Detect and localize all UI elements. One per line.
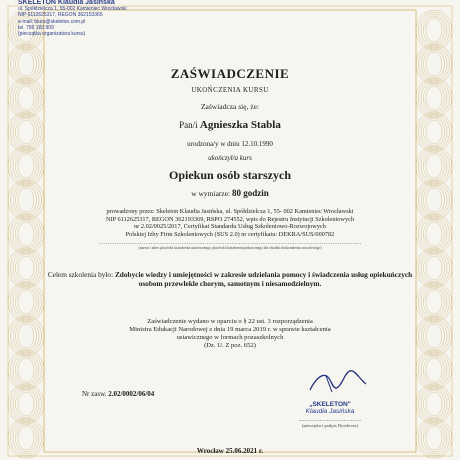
guilloche-ring xyxy=(421,150,447,182)
guilloche-ring xyxy=(421,286,447,318)
guilloche-ring xyxy=(419,114,450,150)
organizer-line: Polskiej Izby Firm Szkoleniowych (SUS 2.0) nr certyfikatu: DEKRA/SUS/000782 xyxy=(125,230,335,238)
hours-label: w wymiarze: xyxy=(191,189,231,198)
guilloche-ring xyxy=(419,420,450,456)
guilloche-ring xyxy=(421,48,447,80)
guilloche-ring xyxy=(18,86,34,110)
guilloche-ring xyxy=(424,186,445,214)
guilloche-ring xyxy=(419,182,450,218)
director-signature-block xyxy=(270,370,390,428)
director-name: Klaudia Jasińska xyxy=(305,408,355,415)
guilloche-ring xyxy=(424,254,445,282)
guilloche-ring xyxy=(13,82,39,114)
guilloche-ring xyxy=(426,188,442,212)
guilloche-ring xyxy=(16,50,37,78)
guilloche-ring xyxy=(16,390,37,418)
certify-text: Zaświadcza się, że: xyxy=(200,102,260,111)
born-date: 12.10.1990 xyxy=(241,140,273,148)
stamp-org-name: SKELETON Klaudia Jasińska xyxy=(18,0,115,6)
guilloche-ring xyxy=(16,220,37,248)
guilloche-ring xyxy=(13,48,39,80)
guilloche-ring xyxy=(424,322,445,350)
organizer-block xyxy=(44,208,416,238)
dotted-line: .................................................................................................................................................. xyxy=(98,240,362,246)
guilloche-ring xyxy=(424,220,445,248)
legal-basis xyxy=(48,318,412,350)
guilloche-ring xyxy=(13,150,39,182)
guilloche-ring xyxy=(419,352,450,388)
law-line: Zaświadczenie wydano w oparciu o § 22 ust. 3 rozporządzenia xyxy=(147,318,313,325)
guilloche-ring xyxy=(419,386,450,422)
person-row xyxy=(48,119,412,131)
guilloche-ring xyxy=(421,218,447,250)
guilloche-ring xyxy=(419,148,450,184)
guilloche-ring xyxy=(16,186,37,214)
guilloche-ring xyxy=(426,324,442,348)
hours-row xyxy=(48,188,412,198)
guilloche-ring xyxy=(18,358,34,382)
guilloche-ring xyxy=(11,352,42,388)
guilloche-ring xyxy=(11,318,42,354)
guilloche-ring xyxy=(419,46,450,82)
guilloche-ring xyxy=(13,388,39,420)
guilloche-ring xyxy=(11,182,42,218)
certificate-subtitle: UKOŃCZENIA KURSU xyxy=(191,86,269,94)
birth-row xyxy=(48,140,412,148)
guilloche-ring xyxy=(426,52,442,76)
guilloche-ring xyxy=(11,114,42,150)
guilloche-ring xyxy=(18,154,34,178)
salutation: Pan/i xyxy=(179,120,198,130)
stamp-caption: (pieczątka organizatora kursu) xyxy=(18,31,86,38)
hours-value: 80 godzin xyxy=(232,188,269,198)
place-date: Wrocław 25.06.2021 r. xyxy=(196,447,264,455)
guilloche-ring xyxy=(421,388,447,420)
guilloche-ring xyxy=(11,216,42,252)
stamp-nip-regon: NIP 6112625317, REGON 362153365 xyxy=(18,12,103,19)
stamp-email: e-mail: biuro@skeleton.com.pl xyxy=(18,18,86,25)
guilloche-ring xyxy=(18,52,34,76)
guilloche-ring xyxy=(419,250,450,286)
guilloche-ring xyxy=(424,16,445,44)
guilloche-ring xyxy=(13,422,39,454)
law-line: ustawicznego w formach pozaszkolnych xyxy=(176,334,284,341)
guilloche-ring xyxy=(18,426,34,450)
guilloche-ring xyxy=(13,116,39,148)
guilloche-ring xyxy=(426,86,442,110)
person-name: Agnieszka Stabla xyxy=(199,119,281,131)
law-line: Ministra Edukacji Narodowej z dnia 19 marca 2019 r. w sprawie kształcenia xyxy=(129,326,331,333)
course-name: Opiekun osób starszych xyxy=(168,168,292,182)
guilloche-ring xyxy=(13,218,39,250)
guilloche-ring xyxy=(421,184,447,216)
organizer-note: (nazwa i adres placówki kształcenia ustawicznego, placówki kształcenia praktycznego lub ośrodka doskonalenia zawodowego) xyxy=(138,246,322,250)
guilloche-ring xyxy=(16,118,37,146)
goal-paragraph xyxy=(40,270,420,288)
guilloche-ring xyxy=(419,318,450,354)
guilloche-ring xyxy=(424,84,445,112)
guilloche-ring xyxy=(426,120,442,144)
guilloche-ring xyxy=(16,288,37,316)
completed-text: ukończył/a kurs xyxy=(208,154,252,162)
reg-number: 2.02/0002/06/04 xyxy=(108,390,155,398)
guilloche-ring xyxy=(421,82,447,114)
guilloche-ring xyxy=(13,184,39,216)
guilloche-ring xyxy=(419,284,450,320)
guilloche-ring xyxy=(11,250,42,286)
guilloche-ring xyxy=(11,420,42,456)
guilloche-ring xyxy=(11,148,42,184)
director-stamp-name: „SKELETON" xyxy=(309,401,351,408)
guilloche-ring xyxy=(426,18,442,42)
guilloche-ring xyxy=(16,322,37,350)
guilloche-ring xyxy=(18,290,34,314)
stamp-phone: tel. 786 183 909 xyxy=(18,24,54,31)
law-line: (Dz. U. Z poz. 652) xyxy=(204,342,256,349)
guilloche-ring xyxy=(18,324,34,348)
guilloche-ring xyxy=(16,424,37,452)
guilloche-ring xyxy=(419,12,450,48)
guilloche-ring xyxy=(16,84,37,112)
guilloche-ring xyxy=(419,216,450,252)
guilloche-ring xyxy=(426,426,442,450)
guilloche-ring xyxy=(18,256,34,280)
certificate-title: ZAŚWIADCZENIE xyxy=(170,66,290,81)
guilloche-ring xyxy=(16,152,37,180)
organizer-line: prowadzony przez: Skeleton Klaudia Jasińska, ul. Spółdzielcza 1, 55- 002 Kamieniec Wrocławski xyxy=(106,208,354,215)
guilloche-ring xyxy=(426,290,442,314)
guilloche-ring xyxy=(421,14,447,46)
guilloche-ring xyxy=(421,116,447,148)
guilloche-ring xyxy=(11,284,42,320)
guilloche-ring xyxy=(421,252,447,284)
guilloche-ring xyxy=(13,252,39,284)
organizer-line: NIP 6112625317, REGON 362193369, RSPO 274552, wpis do Rejestru Instytucji Szkoleniowych xyxy=(105,215,355,223)
goal-text: Zdobycie wiedzy i umiejętności w zakresie udzielania pomocy i świadczenia usług opiekuńczych osobom przewlekle chorym, samotnym i niesamodzielnym. xyxy=(114,270,413,289)
guilloche-ring xyxy=(13,320,39,352)
guilloche-ring xyxy=(424,118,445,146)
guilloche-ring xyxy=(424,390,445,418)
registration-number xyxy=(82,390,154,398)
guilloche-ring xyxy=(426,358,442,382)
guilloche-ring xyxy=(426,222,442,246)
guilloche-ring xyxy=(426,392,442,416)
guilloche-ring xyxy=(16,356,37,384)
guilloche-ring xyxy=(426,256,442,280)
guilloche-ring xyxy=(424,152,445,180)
signature-line: .......................................... xyxy=(298,417,362,423)
stamp-address: ul. Spółdzielcza 1, 55-002 Kamieniec Wrocławski xyxy=(18,6,127,13)
guilloche-ring xyxy=(18,188,34,212)
handwritten-signature xyxy=(270,370,390,396)
signature-caption: (pieczątka i podpis Dyrektora) xyxy=(302,423,358,428)
organizer-line: nr 2.02/0025/2017, Certyfikat Standardu Usług Szkoleniowo-Rozwojowych xyxy=(134,223,326,231)
guilloche-ring xyxy=(13,354,39,386)
guilloche-ring xyxy=(421,422,447,454)
reg-label: Nr zasw. xyxy=(82,390,107,398)
guilloche-ring xyxy=(11,80,42,116)
guilloche-ring xyxy=(419,80,450,116)
guilloche-ring xyxy=(11,386,42,422)
guilloche-ring xyxy=(424,288,445,316)
guilloche-ring xyxy=(18,120,34,144)
guilloche-ring xyxy=(421,320,447,352)
guilloche-ring xyxy=(11,46,42,82)
guilloche-ring xyxy=(18,392,34,416)
guilloche-ring xyxy=(424,356,445,384)
guilloche-ring xyxy=(13,286,39,318)
guilloche-ring xyxy=(426,154,442,178)
guilloche-ring xyxy=(421,354,447,386)
guilloche-ring xyxy=(424,424,445,452)
guilloche-ring xyxy=(16,254,37,282)
guilloche-ring xyxy=(18,222,34,246)
born-label: urodzona/y w dniu xyxy=(187,140,240,148)
guilloche-ring xyxy=(424,50,445,78)
certificate-body xyxy=(48,0,412,460)
goal-label: Celem szkolenia było: xyxy=(47,270,114,279)
